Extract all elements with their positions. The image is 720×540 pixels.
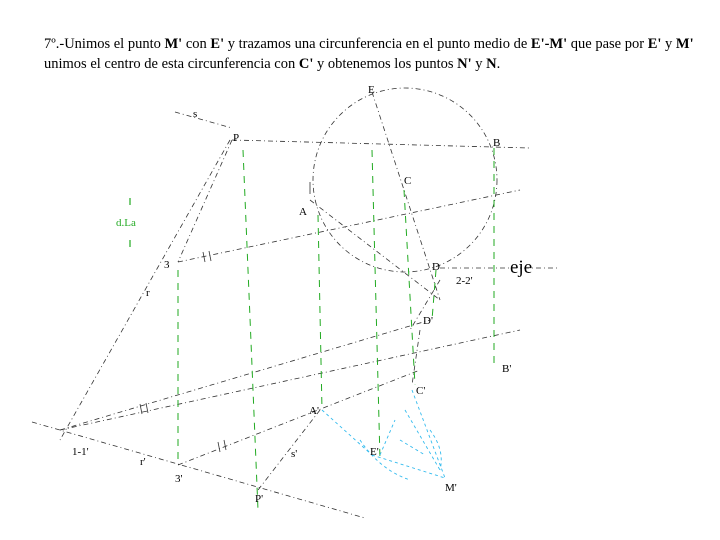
caption-bold: E' bbox=[647, 36, 662, 52]
caption-text: que pase por bbox=[567, 36, 648, 52]
tick-mark bbox=[224, 440, 226, 450]
tick-marks bbox=[140, 182, 310, 452]
label-rp: r' bbox=[140, 456, 146, 468]
label-eje: eje bbox=[510, 257, 533, 278]
line-1-1p-Dp bbox=[60, 320, 430, 430]
projection-A bbox=[318, 215, 322, 410]
label-Bp: B' bbox=[502, 363, 512, 375]
caption-bold: M' bbox=[164, 36, 183, 52]
label-1-1p: 1-1' bbox=[72, 446, 89, 458]
label-Dp: D' bbox=[423, 315, 433, 327]
label-sp: s' bbox=[291, 448, 298, 460]
caption-bold: C' bbox=[298, 56, 314, 72]
caption-text: unimos el centro de esta circunferencia con bbox=[44, 56, 299, 72]
label-Ap: A' bbox=[309, 405, 319, 417]
point-labels bbox=[72, 84, 532, 505]
label-E: E bbox=[368, 84, 375, 96]
label-3p: 3' bbox=[175, 473, 183, 485]
cyan-construction bbox=[322, 390, 445, 480]
label-r: r bbox=[146, 287, 150, 299]
caption-bold: N' bbox=[457, 56, 472, 72]
label-P: P bbox=[233, 132, 240, 144]
label-Mp: M' bbox=[445, 482, 457, 494]
caption-text: con bbox=[182, 36, 211, 52]
line-Dp-Cp bbox=[412, 330, 420, 385]
cyan-Ep-up bbox=[380, 420, 395, 455]
caption-bold: E'-M' bbox=[530, 36, 568, 52]
label-3: 3 bbox=[164, 259, 170, 271]
cyan-Cp-Mp bbox=[412, 390, 445, 478]
caption-bold: M' bbox=[675, 36, 694, 52]
cyan-Ep-Mp bbox=[372, 455, 445, 478]
label-Pp: P' bbox=[255, 493, 264, 505]
label-B: B bbox=[493, 137, 501, 149]
caption-bold: N bbox=[486, 56, 497, 72]
label-2-2p: 2-2' bbox=[456, 275, 473, 287]
line-s bbox=[175, 112, 232, 128]
label-Cp: C' bbox=[416, 385, 426, 397]
label-dLa: d.La bbox=[116, 217, 136, 229]
label-A: A bbox=[299, 206, 307, 218]
line-P-3 bbox=[178, 140, 232, 262]
cyan-Ap-Ep bbox=[322, 410, 372, 455]
tick-mark bbox=[218, 442, 220, 452]
caption-text: y bbox=[661, 36, 676, 52]
label-s: s bbox=[193, 108, 198, 120]
caption-text: y obtenemos los puntos bbox=[313, 56, 458, 72]
label-Ep: E' bbox=[370, 446, 379, 458]
caption-bold: E' bbox=[210, 36, 225, 52]
projection-P bbox=[243, 150, 258, 510]
caption-text: 7º.-Unimos el punto bbox=[44, 36, 165, 52]
tick-mark bbox=[209, 251, 211, 261]
line-3C bbox=[178, 190, 520, 262]
line-PB bbox=[232, 140, 530, 148]
line-1-1p-Bp bbox=[60, 330, 520, 430]
line-E-axis bbox=[372, 92, 440, 300]
line-Ap-Pp bbox=[258, 410, 320, 490]
label-C: C bbox=[404, 175, 412, 187]
line-r-top bbox=[60, 140, 230, 440]
cyan-arc bbox=[360, 440, 410, 480]
label-D: D bbox=[432, 261, 440, 273]
projection-lines bbox=[178, 148, 494, 510]
caption-text: y trazamos una circunferencia en el punto medio de bbox=[224, 36, 531, 52]
line-1-1p-Pp bbox=[32, 422, 365, 518]
caption-text: y bbox=[471, 56, 487, 72]
projection-E bbox=[372, 150, 380, 460]
caption-text: . bbox=[496, 56, 501, 72]
cyan-center bbox=[400, 440, 425, 455]
